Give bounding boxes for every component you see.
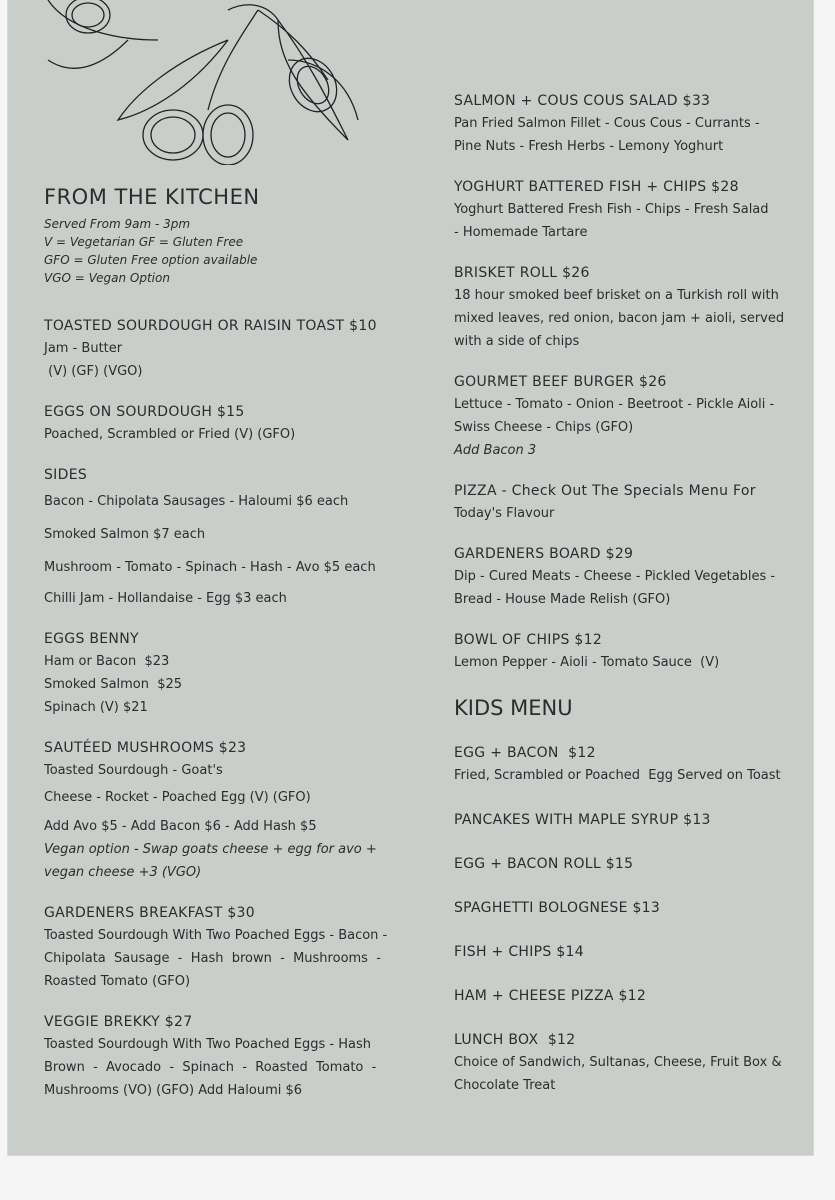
menu-item	[44, 401, 434, 446]
menu-item	[454, 176, 804, 244]
item-line: Today's Flavour	[454, 506, 555, 521]
item-line: Dip - Cured Meats - Cheese - Pickled Vegetables -	[454, 569, 776, 584]
kids-item	[454, 809, 804, 831]
kids-menu	[454, 696, 804, 1097]
item-line: Vegan option - Swap goats cheese + egg for avo +	[44, 842, 377, 857]
item-line: Add Bacon 3	[454, 443, 537, 458]
item-title: EGG + BACON ROLL $15	[454, 856, 634, 872]
left-column	[44, 185, 434, 1102]
note-line: Served From 9am - 3pm	[44, 217, 191, 231]
right-column	[454, 90, 804, 1097]
item-title: EGG + BACON $12	[454, 745, 596, 761]
note-line: VGO = Vegan Option	[44, 271, 170, 285]
item-line: Cheese - Rocket - Poached Egg (V) (GFO)	[44, 790, 311, 805]
item-line: Chilli Jam - Hollandaise - Egg $3 each	[44, 591, 287, 606]
kids-item	[454, 742, 804, 787]
item-title: PANCAKES WITH MAPLE SYRUP $13	[454, 812, 711, 828]
item-title: PIZZA - Check Out The Specials Menu For	[454, 483, 756, 499]
item-line: - Homemade Tartare	[454, 225, 588, 240]
item-line: Yoghurt Battered Fresh Fish - Chips - Fresh Salad	[454, 202, 769, 217]
item-title: SALMON + COUS COUS SALAD $33	[454, 93, 711, 109]
item-line: Toasted Sourdough With Two Poached Eggs - Bacon -	[44, 928, 388, 943]
menu-item	[454, 543, 804, 611]
item-line: Spinach (V) $21	[44, 700, 148, 715]
kids-item	[454, 897, 804, 919]
kitchen-title: FROM THE KITCHEN	[44, 185, 260, 209]
item-title: BRISKET ROLL $26	[454, 265, 590, 281]
menu-item	[454, 480, 804, 525]
item-line: Swiss Cheese - Chips (GFO)	[454, 420, 634, 435]
item-title: SAUTÉED MUSHROOMS $23	[44, 740, 247, 756]
menu-item	[44, 737, 434, 884]
item-line: Add Avo $5 - Add Bacon $6 - Add Hash $5	[44, 819, 317, 834]
olive-branch-illustration	[28, 0, 368, 165]
item-line: Roasted Tomato (GFO)	[44, 974, 191, 989]
item-line: with a side of chips	[454, 334, 580, 349]
menu-item	[454, 262, 804, 353]
item-line: Toasted Sourdough With Two Poached Eggs - Hash	[44, 1037, 371, 1052]
item-line: Jam - Butter	[44, 341, 123, 356]
item-line: Ham or Bacon $23	[44, 654, 170, 669]
item-line: Smoked Salmon $25	[44, 677, 183, 692]
item-line: Pine Nuts - Fresh Herbs - Lemony Yoghurt	[454, 139, 724, 154]
menu-item	[44, 315, 434, 383]
item-line: 18 hour smoked beef brisket on a Turkish roll with	[454, 288, 779, 303]
menu-item	[454, 371, 804, 462]
item-title: GOURMET BEEF BURGER $26	[454, 374, 667, 390]
item-title: GARDENERS BOARD $29	[454, 546, 634, 562]
item-title: LUNCH BOX $12	[454, 1032, 576, 1048]
item-line: Chocolate Treat	[454, 1078, 556, 1093]
kids-item	[454, 941, 804, 963]
kids-menu-title: KIDS MENU	[454, 696, 573, 720]
item-title: EGGS BENNY	[44, 631, 139, 647]
item-line: Bacon - Chipolata Sausages - Haloumi $6 each	[44, 494, 349, 509]
item-line: Poached, Scrambled or Fried (V) (GFO)	[44, 427, 296, 442]
item-line: Lettuce - Tomato - Onion - Beetroot - Pickle Aioli -	[454, 397, 775, 412]
item-line: Fried, Scrambled or Poached Egg Served on Toast	[454, 768, 781, 783]
menu-paper	[8, 0, 813, 1155]
item-line: Smoked Salmon $7 each	[44, 527, 206, 542]
kids-item	[454, 985, 804, 1007]
item-line: Lemon Pepper - Aioli - Tomato Sauce (V)	[454, 655, 720, 670]
item-title: BOWL OF CHIPS $12	[454, 632, 603, 648]
kids-item	[454, 1029, 804, 1097]
menu-item	[44, 1011, 434, 1102]
item-line: Mushrooms (VO) (GFO) Add Haloumi $6	[44, 1083, 303, 1098]
item-title: TOASTED SOURDOUGH OR RAISIN TOAST $10	[44, 318, 377, 334]
item-line: Bread - House Made Relish (GFO)	[454, 592, 671, 607]
item-line: Chipolata Sausage - Hash brown - Mushrooms -	[44, 951, 381, 966]
item-title: HAM + CHEESE PIZZA $12	[454, 988, 647, 1004]
item-line: Toasted Sourdough - Goat's	[44, 763, 223, 778]
item-title: VEGGIE BREKKY $27	[44, 1014, 193, 1030]
item-title: FISH + CHIPS $14	[454, 944, 584, 960]
note-line: GFO = Gluten Free option available	[44, 253, 258, 267]
item-title: YOGHURT BATTERED FISH + CHIPS $28	[454, 179, 739, 195]
kitchen-notes	[44, 215, 434, 287]
item-line: vegan cheese +3 (VGO)	[44, 865, 202, 880]
item-line: Brown - Avocado - Spinach - Roasted Tomato -	[44, 1060, 377, 1075]
item-title: EGGS ON SOURDOUGH $15	[44, 404, 245, 420]
note-line: V = Vegetarian GF = Gluten Free	[44, 235, 244, 249]
menu-item	[454, 629, 804, 674]
kids-item	[454, 853, 804, 875]
item-line: mixed leaves, red onion, bacon jam + aioli, served	[454, 311, 785, 326]
item-line: Choice of Sandwich, Sultanas, Cheese, Fruit Box &	[454, 1055, 782, 1070]
item-title: SIDES	[44, 467, 88, 483]
item-line: Mushroom - Tomato - Spinach - Hash - Avo $5 each	[44, 560, 376, 575]
item-line: Pan Fried Salmon Fillet - Cous Cous - Currants -	[454, 116, 760, 131]
menu-item	[44, 902, 434, 993]
item-title: SPAGHETTI BOLOGNESE $13	[454, 900, 661, 916]
menu-item	[454, 90, 804, 158]
menu-item	[44, 628, 434, 719]
menu-item	[44, 464, 434, 610]
item-line: (V) (GF) (VGO)	[44, 364, 143, 379]
item-title: GARDENERS BREAKFAST $30	[44, 905, 255, 921]
